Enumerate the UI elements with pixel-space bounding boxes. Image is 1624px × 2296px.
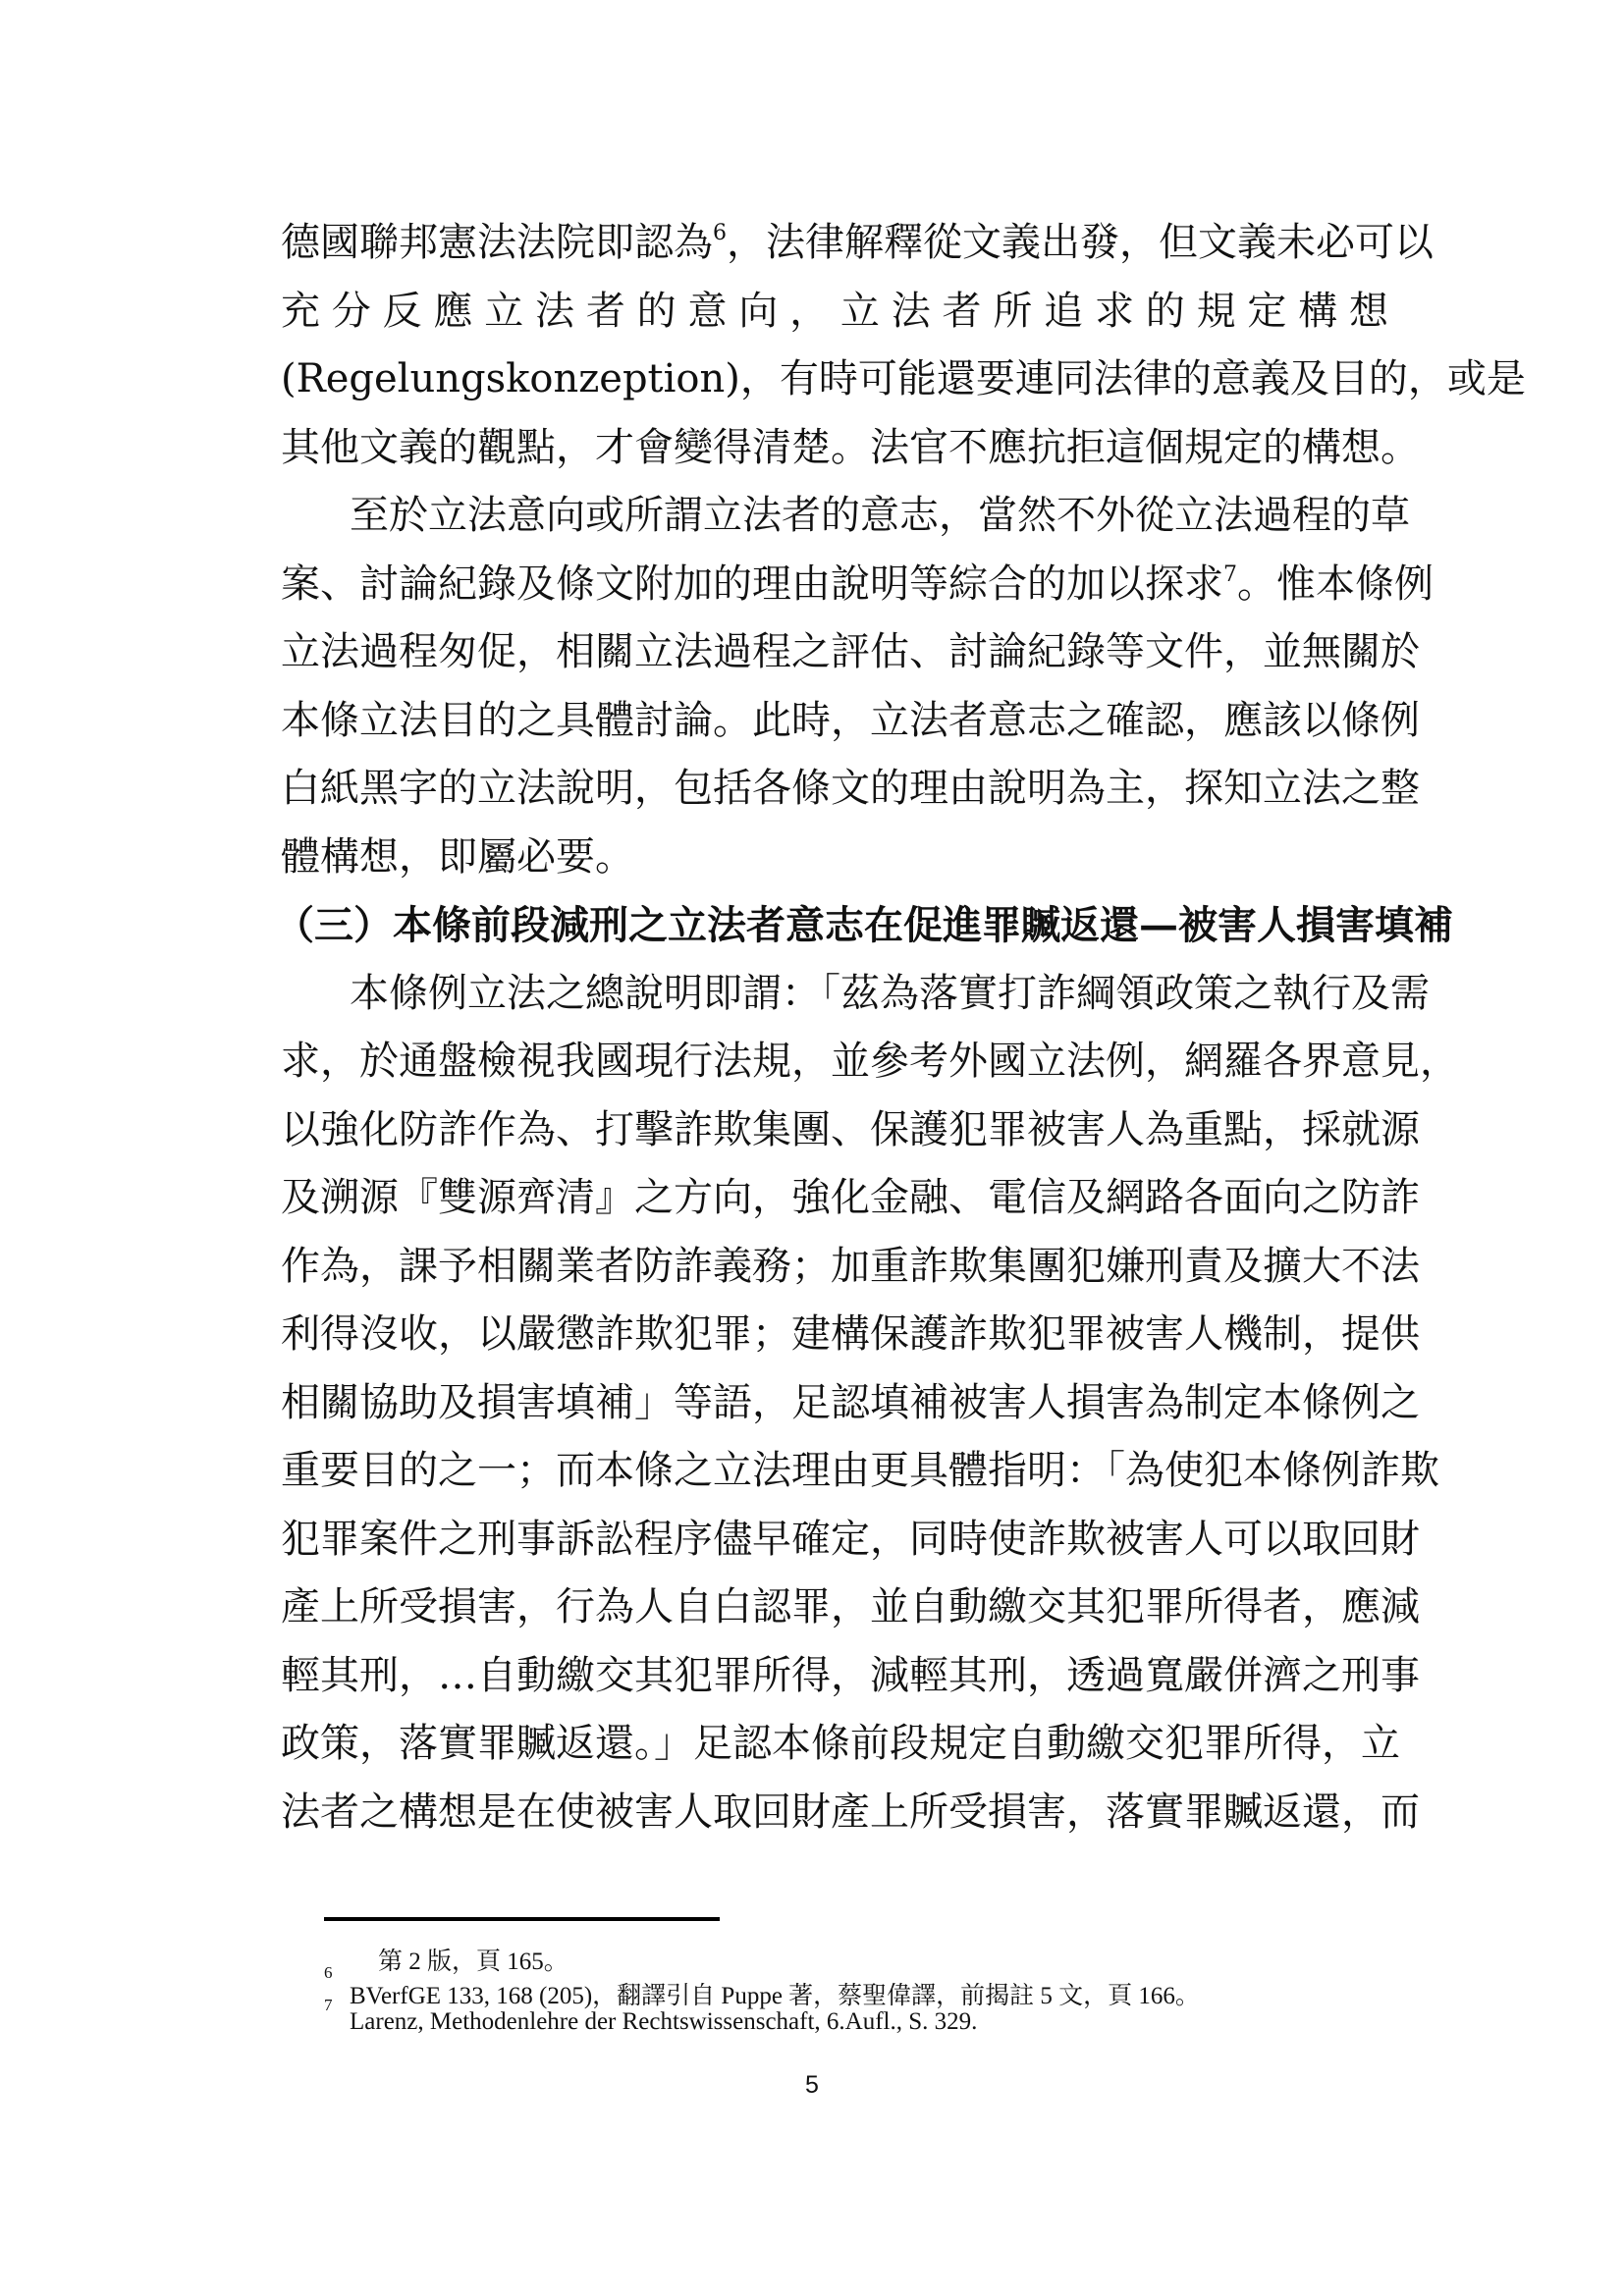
section-heading: （三）本條前段減刑之立法者意志在促進罪贓返還—被害人損害填補 — [275, 902, 1453, 948]
footnote-number: 6 — [324, 1963, 333, 1982]
paragraph-line: 利得沒收，以嚴懲詐欺犯罪；建構保護詐欺犯罪被害人機制，提供 — [281, 1311, 1420, 1357]
paragraph-line: 充分反應立法者的意向，立法者所追求的規定構想 — [281, 288, 1388, 334]
paragraph-line: 及溯源『雙源齊清』之方向，強化金融、電信及網路各面向之防詐 — [281, 1175, 1420, 1220]
paragraph-line: 重要目的之一；而本條之立法理由更具體指明：「為使犯本條例詐欺 — [281, 1448, 1439, 1493]
line-text: 案、討論紀錄及條文附加的理由說明等綜合的加以探求 — [281, 561, 1223, 607]
paragraph-line: 白紙黑字的立法說明，包括各條文的理由說明為主，探知立法之整 — [281, 766, 1420, 811]
footnote-6: BVerfGE 133, 168 (205)，翻譯引自 Puppe 著，蔡聖偉譯，前揭註 5 文，頁 166。 — [350, 1983, 1200, 2009]
paragraph-line — [281, 209, 1434, 278]
paragraph-line: 本條立法目的之具體討論。此時，立法者意志之確認，應該以條例 — [281, 697, 1420, 743]
paragraph-line: 立法過程匆促，相關立法過程之評估、討論紀錄等文件，並無關於 — [281, 629, 1420, 674]
paragraph-line: (Regelungskonzeption)，有時可能還要連同法律的意義及目的，或是 — [281, 356, 1526, 401]
paragraph-line: 法者之構想是在使被害人取回財產上所受損害，落實罪贓返還，而 — [281, 1789, 1420, 1835]
page-number: 5 — [805, 2071, 819, 2099]
line-text: 。惟本條例 — [1237, 561, 1434, 607]
paragraph-line: 體構想，即屬必要。 — [281, 833, 634, 880]
footnote-ref-7[interactable]: 7 — [1223, 561, 1237, 587]
paragraph-line: 本條例立法之總說明即謂：「茲為落實打詐綱領政策之執行及需 — [350, 970, 1430, 1016]
paragraph-line: 政策，落實罪贓返還。」足認本條前段規定自動繳交犯罪所得，立 — [281, 1721, 1400, 1766]
paragraph-line: 至於立法意向或所謂立法者的意志，當然不外從立法過程的草 — [350, 493, 1410, 538]
footnote-separator — [324, 1917, 720, 1921]
body-text — [275, 209, 1526, 1846]
footnote-number: 7 — [324, 1996, 333, 2014]
paragraph-line — [281, 551, 1434, 619]
paragraph-line: 犯罪案件之刑事訴訟程序儘早確定，同時使詐欺被害人可以取回財 — [281, 1516, 1420, 1562]
paragraph-line: 以強化防詐作為、打擊詐欺集團、保護犯罪被害人為重點，採就源 — [281, 1106, 1420, 1152]
footnote-ref-6[interactable]: 6 — [713, 221, 727, 245]
paragraph-line: 輕其刑，…自動繳交其犯罪所得，減輕其刑，透過寬嚴併濟之刑事 — [281, 1652, 1420, 1698]
line-text: ，法律解釋從文義出發，但文義未必可以 — [727, 220, 1434, 265]
footnote-7: Larenz, Methodenlehre der Rechtswissenschaft, 6.Aufl., S. 329. — [350, 2008, 978, 2035]
paragraph-line: 產上所受損害，行為人自白認罪，並自動繳交其犯罪所得者，應減 — [281, 1584, 1420, 1629]
paragraph-line: 其他文義的觀點，才會變得清楚。法官不應抗拒這個規定的構想。 — [281, 424, 1420, 470]
paragraph-line: 作為，課予相關業者防詐義務；加重詐欺集團犯嫌刑責及擴大不法 — [281, 1243, 1420, 1289]
line-text: 德國聯邦憲法法院即認為 — [281, 220, 713, 265]
paragraph-line: 相關協助及損害填補」等語，足認填補被害人損害為制定本條例之 — [281, 1379, 1420, 1425]
footnote-continued: 第 2 版，頁 165。 — [378, 1949, 568, 1975]
paragraph-line: 求，於通盤檢視我國現行法規，並參考外國立法例，網羅各界意見， — [281, 1039, 1459, 1084]
